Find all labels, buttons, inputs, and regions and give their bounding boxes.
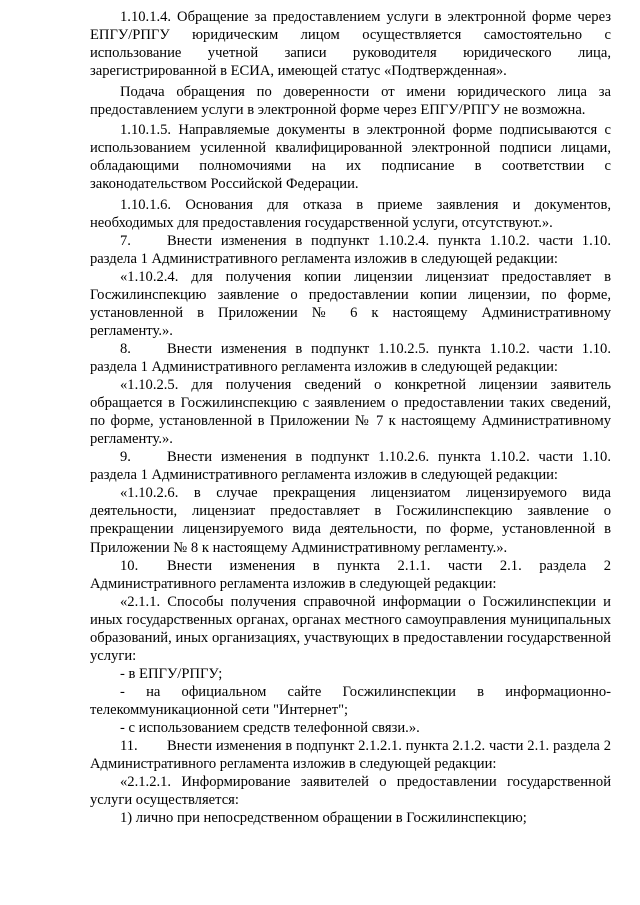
paragraph-1-10-2-4: «1.10.2.4. для получения копии лицензии лицензиат предоставляет в Госжилинспекцию заявление о предоставлении копии лицензии, по форме, установленной в Приложении № 6 к настоящему Административному регламенту.». [90,268,611,339]
list-item-in-person: 1) лично при непосредственном обращении в Госжилинспекцию; [120,810,527,827]
paragraph-1-10-1-4: 1.10.1.4. Обращение за предоставлением услуги в электронной форме через ЕПГУ/РПГУ юридическим лицом осуществляется самостоятельно с использование учетной записи руководителя юридического лица, зарегистрированной в ЕСИА, имеющей статус «Подтвержденная». [90,9,611,80]
paragraph-item-10: 10. Внести изменения в пункта 2.1.1. части 2.1. раздела 2 Административного регламента изложив в следующей редакции: [90,557,611,592]
item-number: 11. [120,738,138,755]
paragraph-item-7: 7. Внести изменения в подпункт 1.10.2.4. пункта 1.10.2. части 1.10. раздела 1 Административного регламента изложив в следующей редакции: [90,232,611,267]
paragraph-1-10-1-5: 1.10.1.5. Направляемые документы в электронной форме подписываются с использованием усиленной квалифицированной электронной подписи лицами, обладающими полномочиями на их подписание в соответствии с законодательством Российской Федерации. [90,122,611,193]
list-item-epgu: - в ЕПГУ/РПГУ; [120,665,223,682]
list-item-phone: - с использованием средств телефонной связи.». [120,720,420,736]
item-number: 8. [120,341,131,358]
paragraph-1-10-2-6: «1.10.2.6. в случае прекращения лицензиатом лицензируемого вида деятельности, лицензиат предоставляет в Госжилинспекцию заявление о прекращении лицензируемого вида деятельности, по форме, установленной в Приложении № 8 к настоящему Административному регламенту.». [90,485,611,556]
paragraph-2-1-2-1: «2.1.2.1. Информирование заявителей о предоставлении государственной услуги осуществляется: [90,774,611,809]
item-number: 10. [120,557,139,574]
paragraph-1-10-1-6: 1.10.1.6. Основания для отказа в приеме заявления и документов, необходимых для предоставления государственной услуги, отсутствуют.». [90,196,611,231]
document-page [90,8,611,827]
item-number: 7. [120,232,131,249]
paragraph-item-9: 9. Внести изменения в подпункт 1.10.2.6. пункта 1.10.2. части 1.10. раздела 1 Административного регламента изложив в следующей редакции: [90,449,611,484]
paragraph-2-1-1: «2.1.1. Способы получения справочной информации о Госжилинспекции и иных государственных органах, органах местного самоуправления муниципальных образований, иных организациях, участвующих в предоставлении государственной услуги: [90,593,611,664]
paragraph-proxy-note: Подача обращения по доверенности от имени юридического лица за предоставлением услуги в электронной форме через ЕПГУ/РПГУ не возможна. [90,83,611,118]
list-item-website: - на официальном сайте Госжилинспекции в информационно-телекоммуникационной сети "Интернет"; [90,683,611,718]
paragraph-item-11: 11. Внести изменения в подпункт 2.1.2.1. пункта 2.1.2. части 2.1. раздела 2 Административного регламента изложив в следующей редакции: [90,738,611,773]
paragraph-1-10-2-5: «1.10.2.5. для получения сведений о конкретной лицензии заявитель обращается в Госжилинспекцию с заявлением о предоставлении таких сведений, по форме, установленной в Приложении № 7 к настоящему Административному регламенту.». [90,377,611,448]
item-number: 9. [120,449,131,466]
paragraph-item-8: 8. Внести изменения в подпункт 1.10.2.5. пункта 1.10.2. части 1.10. раздела 1 Административного регламента изложив в следующей редакции: [90,341,611,376]
